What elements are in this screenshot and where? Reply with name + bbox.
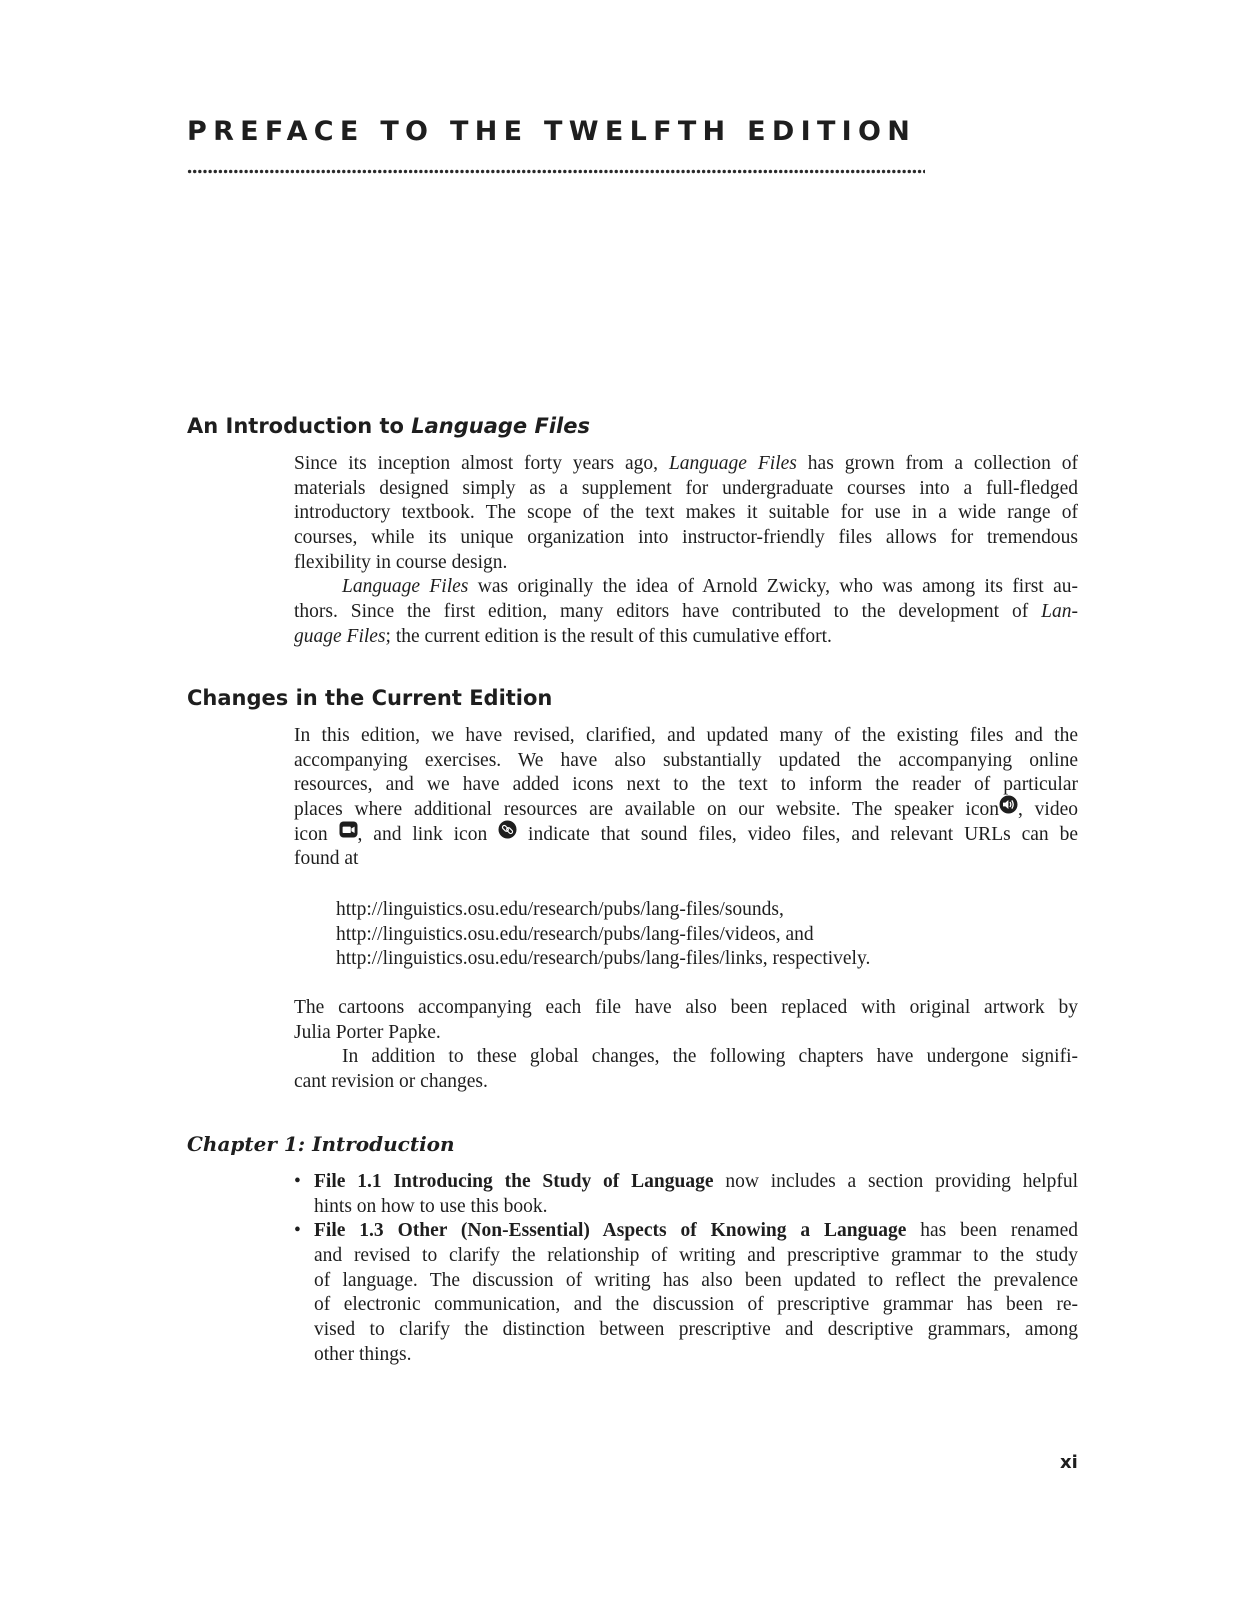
text-run: now includes a section providing helpful	[713, 1171, 1078, 1192]
text-line: In this edition, we have revised, clarified, and updated many of the existing files and the	[294, 725, 1078, 746]
text-run: was originally the idea of Arnold Zwicky, who was among its first au-	[468, 576, 1078, 598]
text-line: and revised to clarify the relationship of writing and prescriptive grammar to the study	[314, 1245, 1078, 1267]
italic-title: Language Files	[668, 453, 797, 474]
text-line: of electronic communication, and the discussion of prescriptive grammar has been re-	[314, 1294, 1078, 1316]
text-run: has been renamed	[906, 1220, 1078, 1242]
url-videos: http://linguistics.osu.edu/research/pubs/lang-files/videos, and	[336, 923, 814, 945]
text-run: thors. Since the first edition, many editors have contributed to the development of	[294, 601, 1042, 623]
text-line: vised to clarify the distinction between prescriptive and descriptive grammars, among	[314, 1319, 1078, 1341]
text-run: icon	[294, 823, 328, 845]
text-line: flexibility in course design.	[294, 551, 508, 573]
text-line	[314, 1219, 1078, 1244]
italic-title: Lan-	[1041, 601, 1078, 623]
text-run: indicate that sound files, video files, and relevant URLs can be	[517, 823, 1078, 845]
section-heading-introduction	[187, 413, 590, 439]
list-item	[294, 1219, 1078, 1367]
text-run: ; the current edition is the result of this cumulative effort.	[385, 625, 832, 647]
page-number: xi	[1060, 1452, 1078, 1473]
text-line: The cartoons accompanying each file have also been replaced with original artwork by	[294, 997, 1078, 1018]
text-run: , video	[1018, 799, 1078, 821]
speaker-icon	[999, 795, 1018, 814]
url-list	[294, 898, 1078, 972]
text-line	[294, 798, 1078, 823]
text-run: Since its inception almost forty years ago,	[294, 453, 669, 474]
text-line: introductory textbook. The scope of the text makes it suitable for use in a wide range of	[294, 502, 1078, 524]
section-heading-changes: Changes in the Current Edition	[187, 686, 553, 710]
text-line	[294, 625, 1078, 650]
file-title: File 1.1 Introducing the Study of Language	[314, 1171, 714, 1192]
italic-title: Language Files	[342, 576, 469, 598]
video-icon	[339, 820, 358, 839]
text-line: accompanying exercises. We have also substantially updated the accompanying online	[294, 749, 1078, 771]
text-run: has grown from a collection of	[796, 453, 1078, 474]
text-run: , and link icon	[357, 823, 488, 845]
text-run: places where additional resources are available on our website. The speaker icon	[294, 799, 999, 821]
url-sounds: http://linguistics.osu.edu/research/pubs/lang-files/sounds,	[336, 899, 784, 920]
italic-title: guage Files	[294, 625, 386, 647]
text-line: courses, while its unique organization into instructor-friendly files allows for tremendous	[294, 527, 1078, 549]
file-title: File 1.3 Other (Non-Essential) Aspects of Knowing a Language	[314, 1220, 907, 1242]
text-line	[314, 1170, 1078, 1195]
text-line	[294, 600, 1078, 625]
changes-body	[294, 724, 1078, 872]
url-links: http://linguistics.osu.edu/research/pubs/lang-files/links, respectively.	[336, 948, 871, 970]
title-dotted-rule	[187, 169, 925, 174]
bullet-icon: •	[294, 1171, 301, 1192]
chapter-bullet-list	[294, 1170, 1078, 1368]
page-title: PREFACE TO THE TWELFTH EDITION	[187, 116, 917, 147]
introduction-body	[294, 452, 1078, 650]
text-line: Julia Porter Papke.	[294, 1021, 441, 1043]
text-line: of language. The discussion of writing has also been updated to reflect the prevalence	[314, 1269, 1078, 1291]
text-line: other things.	[314, 1343, 412, 1365]
changes-body-continued	[294, 996, 1078, 1095]
text-line: resources, and we have added icons next to the text to inform the reader of particular	[294, 774, 1078, 796]
text-line: materials designed simply as a supplement for undergraduate courses into a full-fledged	[294, 477, 1078, 499]
text-line: hints on how to use this book.	[314, 1195, 548, 1217]
heading-text: An Introduction to	[187, 414, 404, 438]
list-item	[294, 1170, 1078, 1219]
heading-italic-title: Language Files	[411, 414, 590, 438]
text-line: In addition to these global changes, the following chapters have undergone signifi-	[342, 1046, 1078, 1068]
text-line: cant revision or changes.	[294, 1071, 488, 1093]
text-line: found at	[294, 848, 359, 870]
text-line	[294, 823, 1078, 848]
text-line	[294, 575, 1078, 600]
chapter-heading: Chapter 1: Introduction	[187, 1132, 455, 1156]
link-icon	[498, 820, 517, 839]
text-line	[294, 452, 1078, 477]
bullet-icon: •	[294, 1220, 301, 1242]
